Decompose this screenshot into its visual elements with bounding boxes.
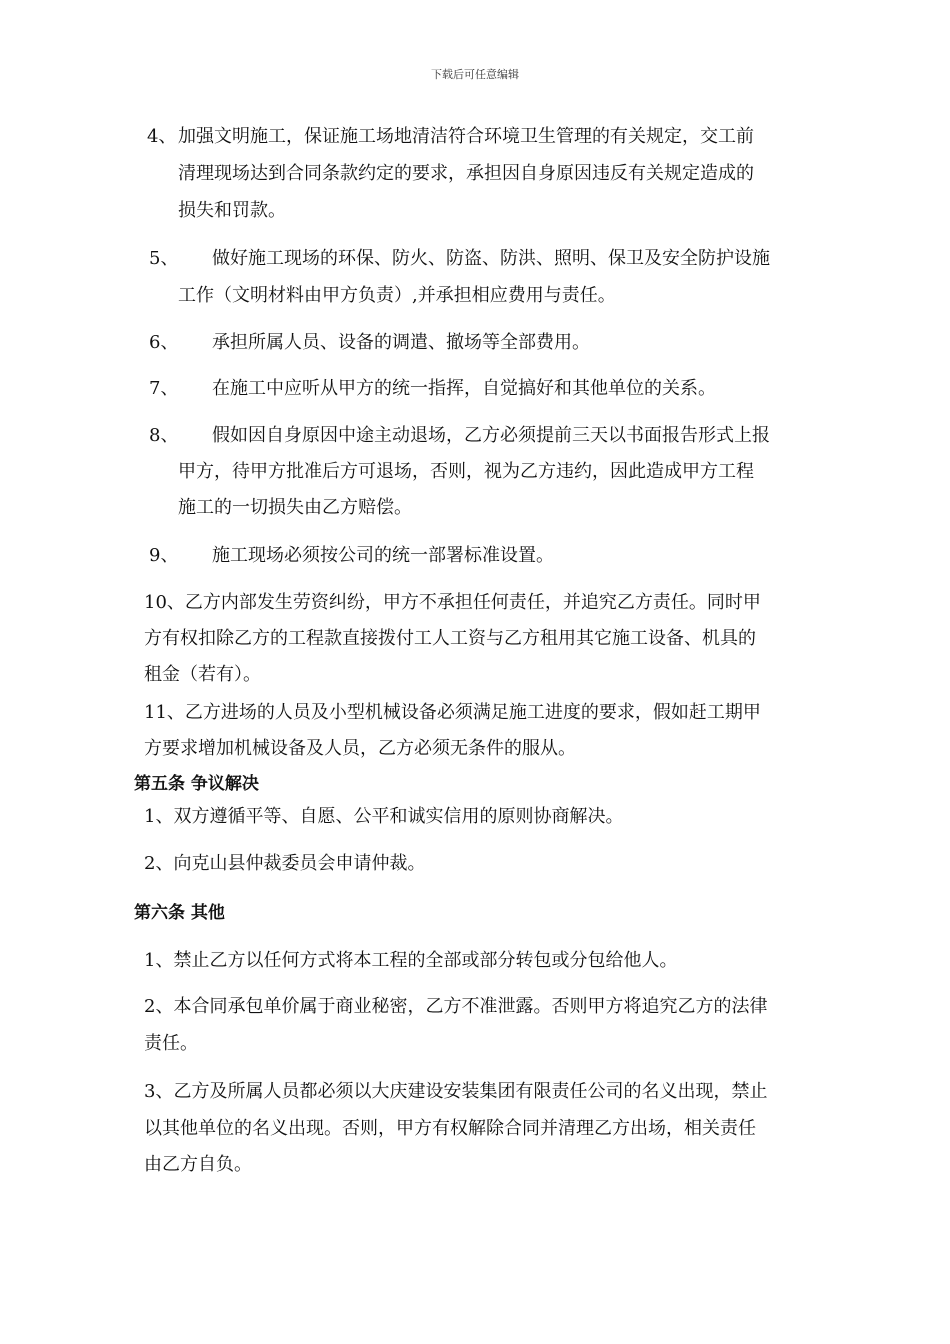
article-6-item-3-line-2: 以其他单位的名义出现。否则，甲方有权解除合同并清理乙方出场，相关责任 [144, 1118, 756, 1139]
item-11-line-2: 方要求增加机械设备及人员，乙方必须无条件的服从。 [144, 738, 576, 759]
article-6-title: 第六条 其他 [134, 903, 225, 923]
item-8-line-1: 假如因自身原因中途主动退场，乙方必须提前三天以书面报告形式上报 [212, 425, 770, 446]
page-header: 下载后可任意编辑 [431, 68, 519, 81]
article-5-item-2: 2、向克山县仲裁委员会申请仲裁。 [144, 853, 426, 874]
item-8-line-2: 甲方，待甲方批准后方可退场，否则，视为乙方违约，因此造成甲方工程 [178, 461, 754, 482]
article-6-item-3-line-3: 由乙方自负。 [144, 1154, 252, 1175]
item-4-line-1: 加强文明施工，保证施工场地清洁符合环境卫生管理的有关规定，交工前 [178, 126, 754, 147]
article-5-item-1: 1、双方遵循平等、自愿、公平和诚实信用的原则协商解决。 [144, 806, 624, 827]
article-6-item-1: 1、禁止乙方以任何方式将本工程的全部或部分转包或分包给他人。 [144, 950, 678, 971]
item-5-line-2: 工作（文明材料由甲方负责）,并承担相应费用与责任。 [178, 285, 616, 306]
article-6-item-2-line-2: 责任。 [144, 1033, 198, 1054]
item-6-line-1: 承担所属人员、设备的调遣、撤场等全部费用。 [212, 332, 590, 353]
item-7-number: 7、 [149, 378, 179, 399]
item-5-line-1: 做好施工现场的环保、防火、防盗、防洪、照明、保卫及安全防护设施 [212, 248, 770, 269]
item-4-line-3: 损失和罚款。 [178, 200, 286, 221]
item-4-number: 4、 [147, 126, 177, 147]
item-9-line-1: 施工现场必须按公司的统一部署标准设置。 [212, 545, 554, 566]
item-10-line-3: 租金（若有）。 [144, 664, 261, 685]
item-8-number: 8、 [149, 425, 179, 446]
item-9-number: 9、 [149, 545, 179, 566]
item-7-line-1: 在施工中应听从甲方的统一指挥，自觉搞好和其他单位的关系。 [212, 378, 716, 399]
item-10-line-2: 方有权扣除乙方的工程款直接拨付工人工资与乙方租用其它施工设备、机具的 [144, 628, 756, 649]
article-6-item-2-line-1: 2、本合同承包单价属于商业秘密，乙方不准泄露。否则甲方将追究乙方的法律 [144, 996, 768, 1017]
article-5-title: 第五条 争议解决 [134, 774, 259, 794]
article-6-item-3-line-1: 3、乙方及所属人员都必须以大庆建设安装集团有限责任公司的名义出现，禁止 [144, 1081, 768, 1102]
item-11-line-1: 11、乙方进场的人员及小型机械设备必须满足施工进度的要求，假如赶工期甲 [144, 702, 761, 723]
item-4-line-2: 清理现场达到合同条款约定的要求，承担因自身原因违反有关规定造成的 [178, 163, 754, 184]
item-5-number: 5、 [149, 248, 179, 269]
item-8-line-3: 施工的一切损失由乙方赔偿。 [178, 497, 412, 518]
item-10-line-1: 10、乙方内部发生劳资纠纷，甲方不承担任何责任，并追究乙方责任。同时甲 [144, 592, 761, 613]
item-6-number: 6、 [149, 332, 179, 353]
